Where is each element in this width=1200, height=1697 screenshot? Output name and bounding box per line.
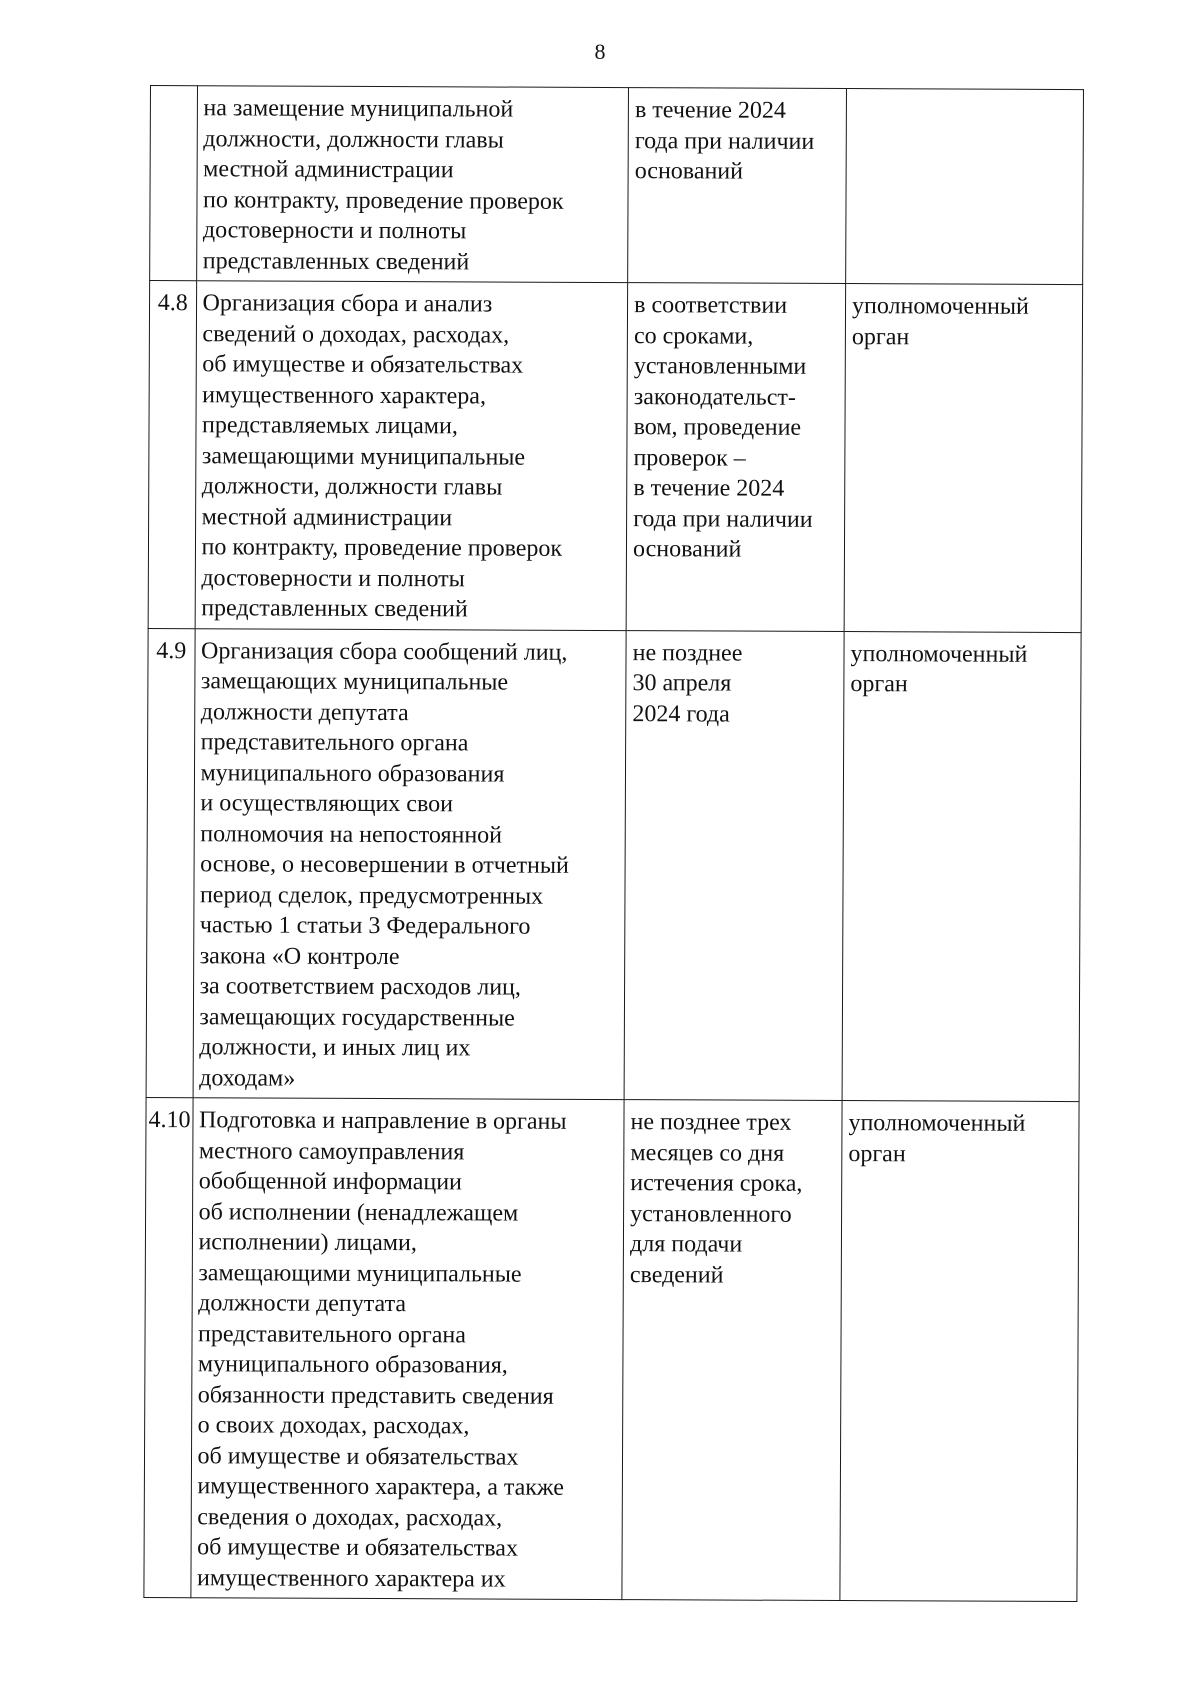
activity-name-cell: Организация сбора и анализ сведений о доходах, расходах, об имуществе и обязательствах имущественного характера, представляемых лицами, замещающими муниципальные должности, должности главы местной администрации по контракту, проведение проверок достоверности и полноты представленных сведений [195,281,628,630]
deadline-cell: в соответствии со сроками, установленными законодательст- вом, проведение проверок – в течение 2024 года при наличии оснований [626,283,845,631]
row-number-cell [150,86,197,281]
activity-name-cell: Подготовка и направление в органы местного самоуправления обобщенной информации об исполнении (ненадлежащем исполнении) лицами, замещающими муниципальные должности депутата представительного органа муниципального образования, обязанности представить сведения о своих доходах, расходах, об имуществе и обязательствах имущественного характера, а также сведения о доходах, расходах, об имуществе и обязательствах имущественного характера их [190,1098,624,1600]
executor-cell: уполномоченный орган [840,1101,1079,1602]
row-number-cell: 4.8 [148,281,196,629]
deadline-cell: в течение 2024 года при наличии оснований [628,88,847,284]
activity-name-cell: на замещение муниципальной должности, должности главы местной администрации по контракту, проведение проверок достоверности и полноты представленных сведений [196,86,628,283]
table-row [148,281,1083,633]
executor-cell: уполномоченный орган [842,631,1081,1102]
page-number: 8 [594,39,606,64]
executor-cell [846,89,1084,285]
deadline-cell: не позднее трех месяцев со дня истечения срока, установленного для подачи сведений [622,1100,842,1601]
row-number-cell: 4.10 [144,1097,193,1597]
table-row [146,628,1081,1102]
row-number-cell: 4.9 [146,628,195,1098]
activity-name-cell: Организация сбора сообщений лиц, замещающих муниципальные должности депутата представительного органа муниципального образования и осуществляющих свои полномочия на непостоянной основе, о несовершении в отчетный период сделок, предусмотренных частью 1 статьи 3 Федерального закона «О контроле за соответствием расходов лиц, замещающих государственные должности, и иных лиц их доходам» [193,628,627,1099]
deadline-cell: не позднее 30 апреля 2024 года [624,630,844,1100]
executor-cell: уполномоченный орган [844,284,1082,633]
table-row [150,86,1084,285]
plan-table [143,85,1084,1602]
table-row [144,1097,1079,1601]
